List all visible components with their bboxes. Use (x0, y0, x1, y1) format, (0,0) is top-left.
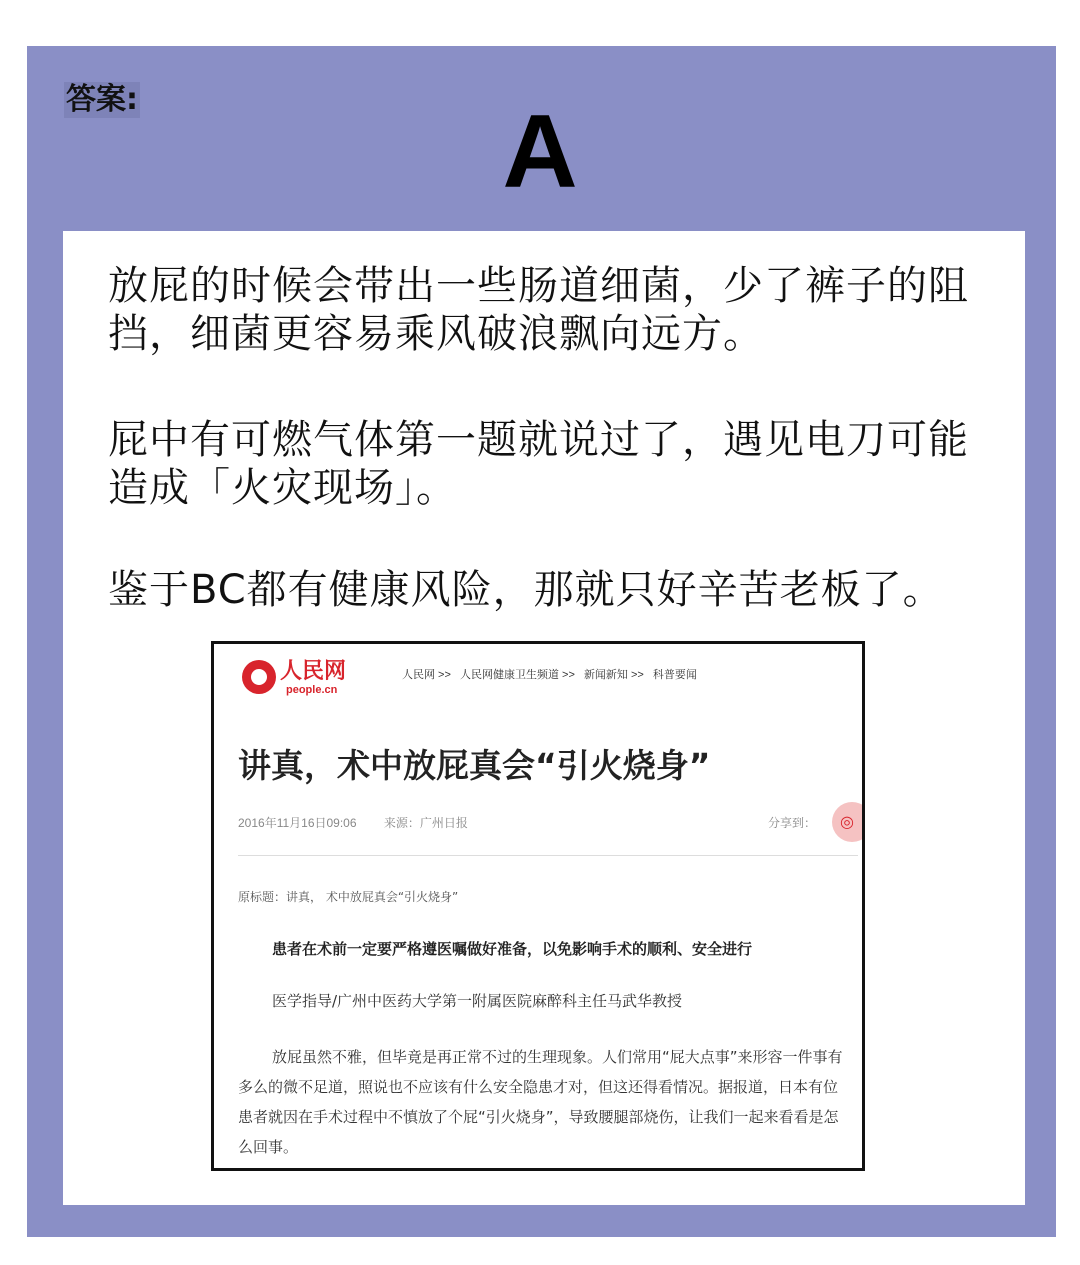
share-label: 分享到： (767, 816, 816, 830)
article-body: 放屁虽然不雅，但毕竟是再正常不过的生理现象。人们常用“屁大点事”来形容一件事有多么的微不足道，照说也不应该有什么安全隐患才对，但这还得看情况。据报道，日本有位患者就因在手术过程中不慎放了个屁“引火烧身”，导致腰腿部烧伤，让我们一起来看看是怎么回事。 (238, 1048, 843, 1156)
original-title: 原标题：讲真， 术中放屁真会“引火烧身” (238, 890, 459, 904)
medical-guidance: 医学指导/广州中医药大学第一附属医院麻醉科主任马武华教授 (272, 992, 683, 1010)
explanation-paragraph-3: 鉴于BC都有健康风险，那就只好辛苦老板了。 (108, 567, 944, 613)
article-meta (238, 814, 468, 831)
article-screenshot (211, 641, 865, 1171)
answer-letter: A (502, 94, 578, 210)
breadcrumb-item[interactable]: 新闻新知 >> (583, 669, 644, 681)
article-headline: 讲真，术中放屁真会“引火烧身” (238, 746, 711, 785)
article-source: 来源：广州日报 (383, 816, 468, 830)
explanation-paragraph-1: 放屁的时候会带出一些肠道细菌，少了裤子的阻挡，细菌更容易乘风破浪飘向远方。 (108, 263, 969, 357)
article-date: 2016年11月16日09:06 (238, 816, 357, 830)
breadcrumb-item[interactable]: 科普要闻 (652, 669, 697, 681)
breadcrumb (402, 666, 703, 682)
article-lead: 患者在术前一定要严格遵医嘱做好准备，以免影响手术的顺利、安全进行 (272, 940, 753, 958)
breadcrumb-item[interactable]: 人民网健康卫生频道 >> (459, 669, 575, 681)
logo-text-en: people.cn (286, 684, 338, 696)
answer-label: 答案: (66, 82, 138, 117)
people-logo[interactable] (242, 658, 352, 700)
logo-text-cn: 人民网 (280, 658, 347, 684)
weibo-icon[interactable]: ◎ (832, 802, 865, 842)
explanation-paragraph-2: 屁中有可燃气体第一题就说过了，遇见电刀可能造成「火灾现场」。 (108, 417, 969, 511)
divider (238, 855, 858, 856)
people-logo-mark-icon (242, 660, 276, 694)
breadcrumb-item[interactable]: 人民网 >> (402, 669, 451, 681)
